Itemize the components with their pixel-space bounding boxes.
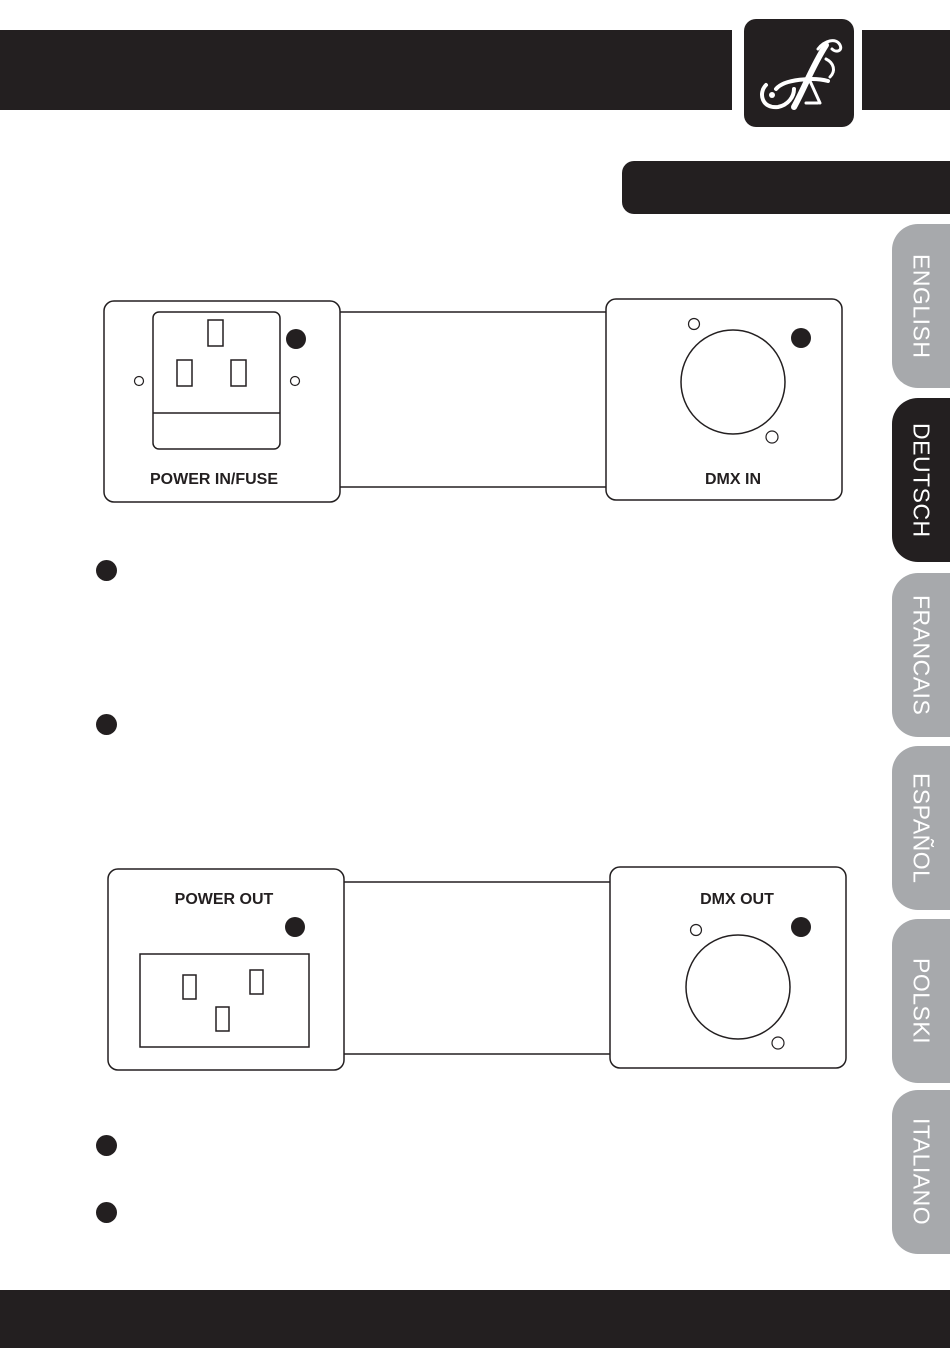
power-out-panel: [108, 869, 344, 1070]
tab-polski[interactable]: [892, 919, 950, 1083]
screw-hole: [135, 377, 144, 386]
xlr-connector: [681, 330, 785, 434]
power-in-panel: [104, 301, 340, 502]
screw-hole: [766, 431, 778, 443]
lower-housing-strip: [330, 882, 620, 1054]
power-in-label: POWER IN/FUSE: [149, 471, 279, 488]
dmx-in-label: DMX IN: [705, 471, 761, 488]
footer-bar: [0, 1290, 950, 1348]
inlet-pin-left: [177, 360, 192, 386]
callout-bullet: [791, 328, 811, 348]
section-bullet: [96, 1135, 117, 1156]
tab-espanol-label: ESPAÑOL: [908, 772, 935, 884]
dmx-out-label: DMX OUT: [700, 891, 774, 908]
tab-italiano-label: ITALIANO: [908, 1118, 935, 1226]
inlet-pin-right: [231, 360, 246, 386]
section-bullet: [96, 714, 117, 735]
tab-italiano[interactable]: [892, 1090, 950, 1254]
screw-hole: [689, 319, 700, 330]
iec-outlet-socket: [140, 954, 309, 1047]
tab-english[interactable]: [892, 224, 950, 388]
power-out-label: POWER OUT: [174, 891, 274, 908]
dmx-in-panel: [606, 299, 842, 500]
section-bullet: [96, 1202, 117, 1223]
xlr-connector: [686, 935, 790, 1039]
tab-polski-label: POLSKI: [908, 957, 935, 1045]
inlet-pin-top: [208, 320, 223, 346]
outlet-pin-bottom: [216, 1007, 229, 1031]
tab-espanol[interactable]: [892, 746, 950, 910]
screw-hole: [772, 1037, 784, 1049]
callout-bullet: [286, 329, 306, 349]
tab-english-label: ENGLISH: [908, 253, 935, 359]
tab-francais-label: FRANCAIS: [908, 594, 935, 716]
screw-hole: [291, 377, 300, 386]
tab-deutsch-label: DEUTSCH: [908, 422, 935, 538]
callout-bullet: [285, 917, 305, 937]
tab-deutsch[interactable]: [892, 398, 950, 562]
callout-bullet: [791, 917, 811, 937]
outlet-pin-left: [183, 975, 196, 999]
tab-francais[interactable]: [892, 573, 950, 737]
outlet-pin-right: [250, 970, 263, 994]
upper-housing-strip: [330, 312, 620, 487]
screw-hole: [691, 925, 702, 936]
dmx-out-panel: [610, 867, 846, 1068]
section-bullet: [96, 560, 117, 581]
